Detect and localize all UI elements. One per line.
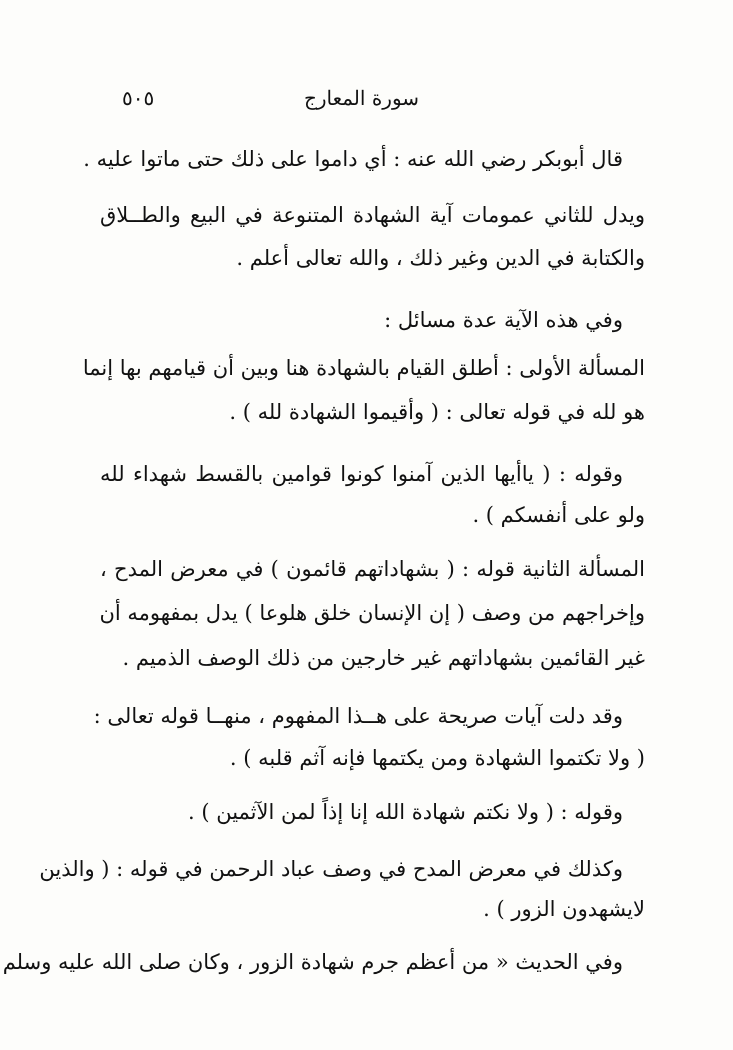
text-line: وقوله : ( ولا نكتم شهادة الله إنا إذاً لمن الآثمين ) . — [187, 800, 623, 824]
text-line: لايشهدون الزور ) . — [483, 897, 645, 921]
text-line: وإخراجهم من وصف ( إن الإنسان خلق هلوعا ) يدل بمفهومه أن — [99, 601, 645, 625]
text-line: ( ولا تكتموا الشهادة ومن يكتمها فإنه آثم قلبه ) . — [229, 746, 645, 770]
text-line: وقوله : ( ياأيها الذين آمنوا كونوا قوامين بالقسط شهداء لله — [100, 462, 623, 486]
text-line: المسألة الثانية قوله : ( بشهاداتهم قائمون ) في معرض المدح ، — [100, 557, 645, 581]
text-line: والكتابة في الدين وغير ذلك ، والله تعالى أعلم . — [236, 246, 645, 270]
text-line: وقد دلت آيات صريحة على هــذا المفهوم ، منهــا قوله تعالى : — [93, 704, 623, 728]
text-line: ويدل للثاني عمومات آية الشهادة المتنوعة في البيع والطــلاق — [100, 203, 645, 227]
text-line: وكذلك في معرض المدح في وصف عباد الرحمن في قوله : ( والذين — [39, 857, 623, 881]
text-line: وفي الحديث « من أعظم جرم شهادة الزور ، وكان صلى الله عليه وسلم — [2, 950, 623, 974]
text-line: وفي هذه الآية عدة مسائل : — [384, 308, 623, 332]
text-line: المسألة الأولى : أطلق القيام بالشهادة هنا وبين أن قيامهم بها إنما — [82, 356, 645, 380]
page-header — [100, 86, 623, 120]
text-line: غير القائمين بشهاداتهم غير خارجين من ذلك الوصف الذميم . — [122, 646, 645, 670]
surah-title: سورة المعارج — [303, 86, 420, 110]
text-line: ولو على أنفسكم ) . — [472, 503, 645, 527]
page-number: ٥٠٥ — [122, 86, 155, 110]
text-line: قال أبوبكر رضي الله عنه : أي داموا على ذلك حتى ماتوا عليه . — [83, 147, 623, 171]
text-line: هو لله في قوله تعالى : ( وأقيموا الشهادة لله ) . — [229, 400, 645, 424]
